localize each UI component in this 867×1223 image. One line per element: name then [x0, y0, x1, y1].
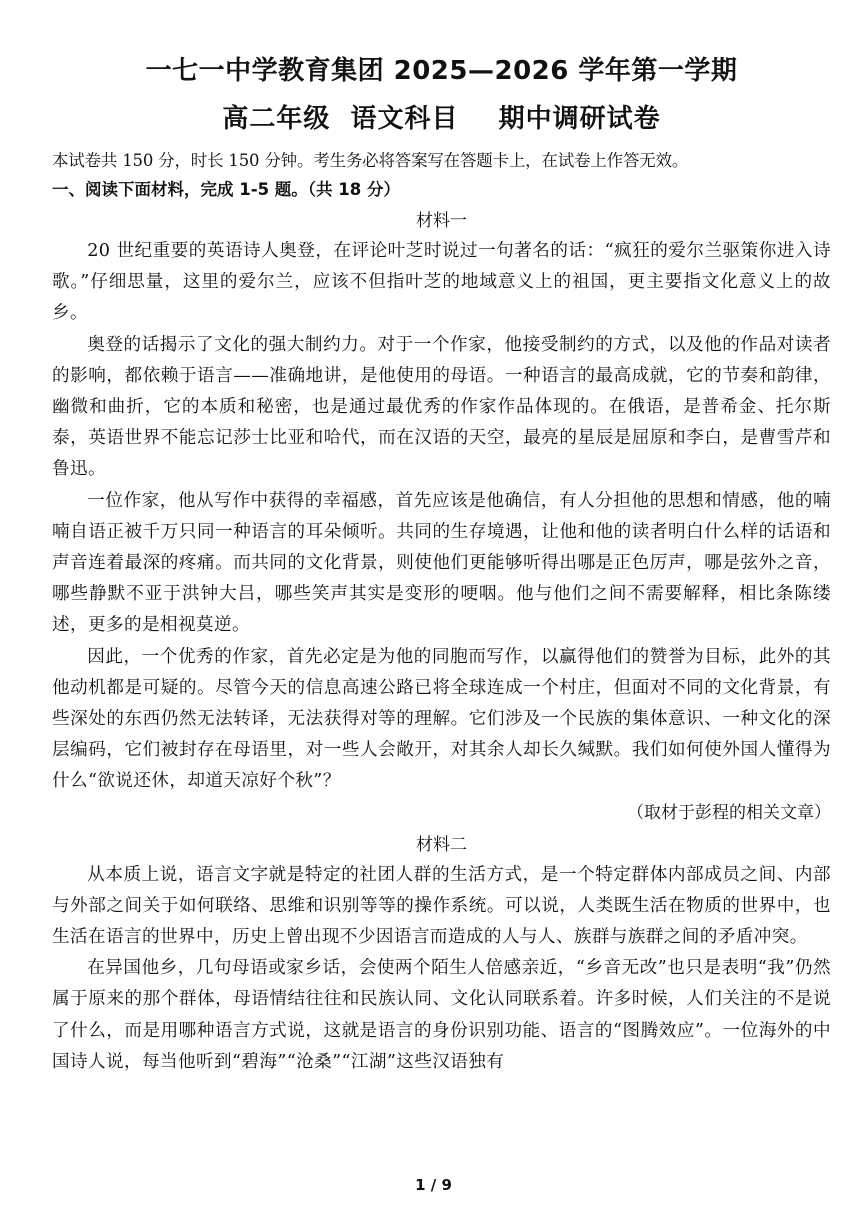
page-number: 1 / 9 [415, 1176, 452, 1194]
material2-title: 材料二 [416, 834, 467, 855]
material1-source: （取材于彭程的相关文章） [627, 802, 831, 823]
material1-paragraph: 一位作家，他从写作中获得的幸福感，首先应该是他确信，有人分担他的思想和情感，他的喃喃自语正被千万只同一种语言的耳朵倾听。共同的生存境遇，让他和他的读者明白什么样的话语和声音连着最深的疼痛。而共同的文化背景，则使他们更能够听得出哪是正色厉声，哪是弦外之音，哪些静默不亚于洪钟大吕，哪些笑声其实是变形的哽咽。他与他们之间不需要解释，相比条陈缕述，更多的是相视莫逆。 [52, 490, 831, 636]
exam-title-line1: 一七一中学教育集团 2025—2026 学年第一学期 [145, 56, 738, 86]
exam-notice: 本试卷共 150 分，时长 150 分钟。考生务必将答案写在答题卡上，在试卷上作答无效。 [52, 151, 689, 170]
material2-paragraph: 在异国他乡，几句母语或家乡话，会使两个陌生人倍感亲近，“乡音无改”也只是表明“我”仍然属于原来的那个群体，母语情结往往和民族认同、文化认同联系着。许多时候，人们关注的不是说了什么，而是用哪种语言方式说，这就是语言的身份识别功能、语言的“图腾效应”。一位海外的中国诗人说，每当他听到“碧海”“沧桑”“江湖”这些汉语独有 [52, 958, 831, 1072]
section1-heading: 一、阅读下面材料，完成 1-5 题。（共 18 分） [52, 180, 400, 199]
material1-paragraph: 奥登的话揭示了文化的强大制约力。对于一个作家，他接受制约的方式，以及他的作品对读者的影响，都依赖于语言——准确地讲，是他使用的母语。一种语言的最高成就，它的节奏和韵律，幽微和曲折，它的本质和秘密，也是通过最优秀的作家作品体现的。在俄语，是普希金、托尔斯泰，英语世界不能忘记莎士比亚和哈代，而在汉语的天空，最亮的星辰是屈原和李白，是曹雪芹和鲁迅。 [52, 334, 831, 480]
material1-paragraph: 因此，一个优秀的作家，首先必定是为他的同胞而写作，以赢得他们的赞誉为目标，此外的其他动机都是可疑的。尽管今天的信息高速公路已将全球连成一个村庄，但面对不同的文化背景，有些深处的东西仍然无法转译，无法获得对等的理解。它们涉及一个民族的集体意识、一种文化的深层编码，它们被封存在母语里，对一些人会敞开，对其余人却长久缄默。我们如何使外国人懂得为什么“欲说还休，却道天凉好个秋”？ [52, 646, 831, 792]
material1-title: 材料一 [416, 211, 467, 231]
material1-paragraph: 20 世纪重要的英语诗人奥登，在评论叶芝时说过一句著名的话：“疯狂的爱尔兰驱策你进入诗歌。”仔细思量，这里的爱尔兰，应该不但指叶芝的地域意义上的祖国，更主要指文化意义上的故乡。 [52, 241, 831, 324]
exam-title-line2: 高二年级 语文科目 期中调研试卷 [222, 104, 661, 134]
material2-paragraph: 从本质上说，语言文字就是特定的社团人群的生活方式，是一个特定群体内部成员之间、内部与外部之间关于如何联络、思维和识别等等的操作系统。可以说，人类既生活在物质的世界中，也生活在语言的世界中，历史上曾出现不少因语言而造成的人与人、族群与族群之间的矛盾冲突。 [52, 864, 831, 948]
